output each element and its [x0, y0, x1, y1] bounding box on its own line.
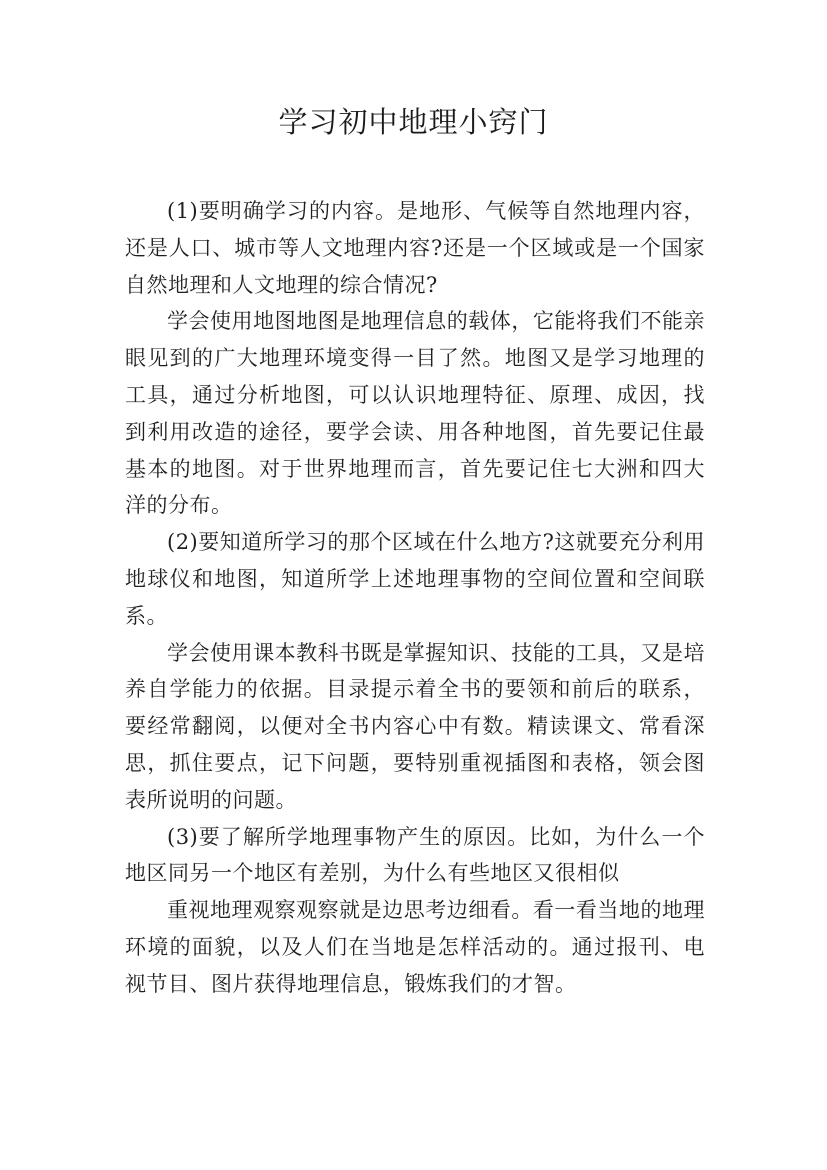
paragraph-5: (3)要了解所学地理事物产生的原因。比如，为什么一个地区同另一个地区有差别，为什么有些地区又很相似 — [125, 824, 705, 886]
document-title: 学习初中地理小窍门 — [278, 105, 549, 139]
paragraph-4: 学会使用课本教科书既是掌握知识、技能的工具，又是培养自学能力的依据。目录提示着全书的要领和前后的联系，要经常翻阅，以便对全书内容心中有数。精读课文、常看深思，抓住要点，记下问题，要特别重视插图和表格，领会图表所说明的问题。 — [125, 640, 705, 812]
paragraph-2: 学会使用地图地图是地理信息的载体，它能将我们不能亲眼见到的广大地理环境变得一目了然。地图又是学习地理的工具，通过分析地图，可以认识地理特征、原理、成因，找到利用改造的途径，要学会读、用各种地图，首先要记住最基本的地图。对于世界地理而言，首先要记住七大洲和四大洋的分布。 — [125, 309, 705, 518]
paragraph-1: (1)要明确学习的内容。是地形、气候等自然地理内容，还是人口、城市等人文地理内容?还是一个区域或是一个国家自然地理和人文地理的综合情况? — [125, 199, 705, 297]
paragraph-3: (2)要知道所学习的那个区域在什么地方?这就要充分利用地球仪和地图，知道所学上述地理事物的空间位置和空间联系。 — [125, 530, 705, 628]
document-body — [125, 193, 705, 1003]
paragraph-6: 重视地理观察观察就是边思考边细看。看一看当地的地理环境的面貌，以及人们在当地是怎样活动的。通过报刊、电视节目、图片获得地理信息，锻炼我们的才智。 — [125, 898, 705, 996]
